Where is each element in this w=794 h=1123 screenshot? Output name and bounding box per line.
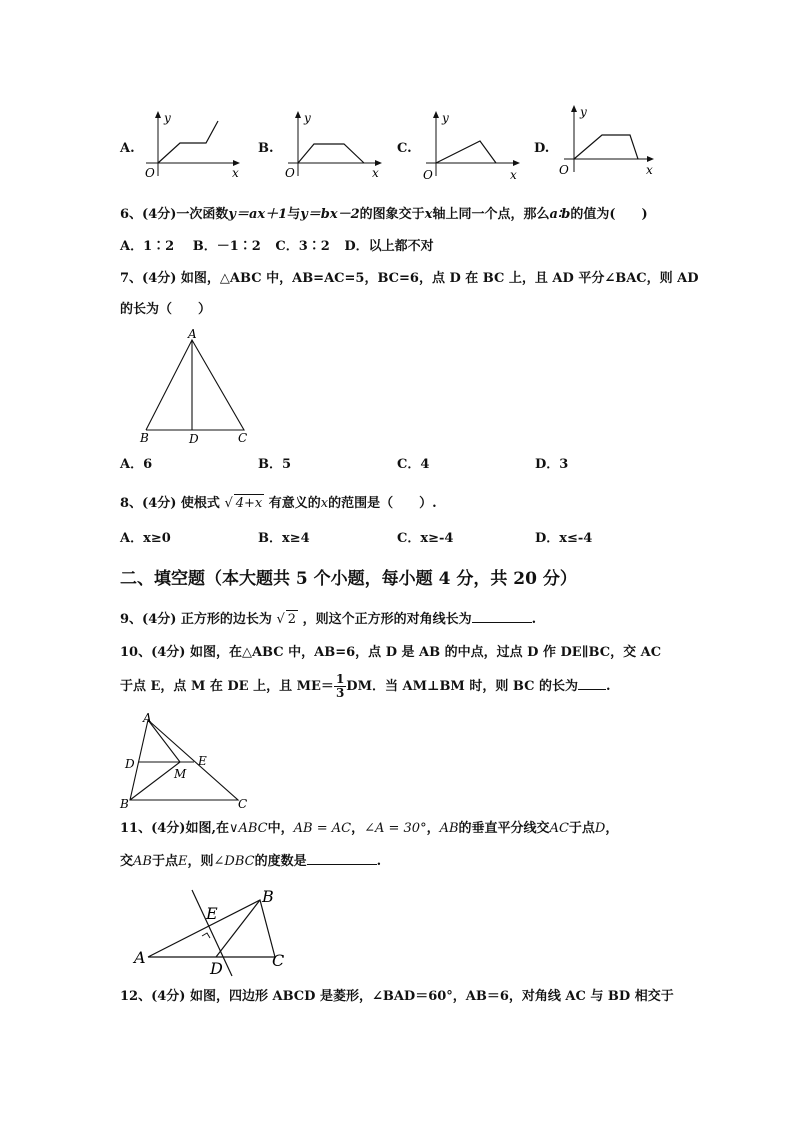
- q5-c-origin-label: O: [423, 168, 433, 180]
- q11-label-a: A: [134, 948, 146, 967]
- q5-graph-d: [558, 102, 668, 178]
- q6-formula-2: y＝bx－2: [300, 207, 360, 222]
- q11-label-d: D: [210, 959, 223, 978]
- q5-option-b-letter: B.: [258, 141, 274, 156]
- q9-radicand: 2: [287, 612, 297, 627]
- q5-option-d-letter: D.: [534, 141, 550, 156]
- q10-label-c: C: [238, 797, 248, 811]
- q7-stem-line1: 7、(4分) 如图，△ABC 中，AB=AC=5，BC=6，点 D 在 BC 上，且 AD 平分∠BAC，则 AD: [120, 271, 699, 286]
- q8-radicand: 4+x: [235, 496, 263, 511]
- q7-option-a: A．6: [120, 457, 153, 472]
- q5-c-x-label: x: [510, 168, 517, 180]
- q11-label-b: B: [262, 887, 274, 906]
- q10-label-a: A: [143, 711, 152, 725]
- q8-option-d: D．x≤-4: [535, 531, 593, 546]
- q5-d-x-label: x: [646, 163, 653, 177]
- q6-option-b: B．－1∶2: [192, 239, 261, 254]
- q5-graph-b: [282, 108, 392, 180]
- q5-d-origin-label: O: [559, 163, 569, 177]
- q11-label-c: C: [272, 951, 285, 970]
- q10-stem-line2: 于点 E，点 M 在 DE 上，且 ME＝ $\frac{1}{3}$ DM．当 AM⊥BM 时，则 BC 的长为 .: [120, 672, 611, 700]
- q10-label-m: M: [174, 767, 187, 781]
- q6-option-a: A．1∶2: [120, 239, 175, 254]
- q5-b-y-label: y: [304, 111, 311, 125]
- q8-option-b: B．x≥4: [258, 531, 310, 546]
- q10-label-e: E: [198, 754, 207, 768]
- q8-option-a: A．x≥0: [120, 531, 171, 546]
- q7-option-b: B．5: [258, 457, 292, 472]
- q11-stem-line1: 11、(4分)如图,在∨ABC中，AB = AC，∠A = 30°，AB的垂直平分线交AC于点D，: [120, 821, 619, 836]
- q6-option-d: D．以上都不对: [344, 239, 434, 254]
- q6-formula-1: y＝ax＋1: [228, 207, 288, 222]
- q7-figure: [134, 328, 258, 448]
- q6-options: [120, 238, 434, 256]
- q8-option-c: C．x≥-4: [397, 531, 454, 546]
- q5-c-y-label: y: [442, 111, 449, 125]
- q5-option-c-letter: C.: [397, 141, 412, 156]
- q11-label-e: E: [206, 904, 218, 923]
- q5-a-origin-label: O: [145, 166, 155, 180]
- q10-answer-blank[interactable]: [578, 676, 606, 690]
- q10-label-b: B: [120, 797, 129, 811]
- q12-stem-line1: 12、(4分) 如图，四边形 ABCD 是菱形，∠BAD＝60°，AB＝6，对角线 AC 与 BD 相交于: [120, 989, 674, 1004]
- q5-b-origin-label: O: [285, 166, 295, 180]
- q5-graph-a: [140, 108, 250, 180]
- q6-option-c: C．3∶2: [275, 239, 330, 254]
- q7-label-a: A: [188, 328, 197, 341]
- q10-fraction: $\frac{1}{3}$: [335, 672, 345, 700]
- q7-stem-line2: 的长为（ ）: [120, 302, 212, 317]
- q5-a-x-label: x: [232, 166, 239, 180]
- q7-label-c: C: [238, 431, 248, 445]
- q9-answer-blank[interactable]: [472, 609, 532, 623]
- q7-option-c: C．4: [397, 457, 430, 472]
- q7-label-b: B: [140, 431, 149, 445]
- q9-stem: 9、(4分) 正方形的边长为 √ 2 ，则这个正方形的对角线长为 .: [120, 609, 536, 629]
- q10-figure: [118, 710, 258, 812]
- q5-option-a-letter: A.: [120, 141, 135, 156]
- q7-option-d: D．3: [535, 457, 569, 472]
- q11-stem-line2: 交AB于点E，则∠DBC的度数是 .: [120, 851, 381, 871]
- q5-b-x-label: x: [372, 166, 379, 180]
- q6-stem: 6、(4分)一次函数y＝ax＋1与y＝bx－2的图象交于x轴上同一个点，那么a∶b的值为( ): [120, 207, 648, 222]
- section-2-title: 二、填空题（本大题共 5 个小题，每小题 4 分，共 20 分）: [120, 569, 577, 589]
- q8-stem: 8、(4分) 使根式 √ 4+x 有意义的x的范围是（ ）.: [120, 496, 437, 511]
- q5-graph-c: [420, 108, 530, 180]
- q7-label-d: D: [189, 432, 199, 446]
- q5-a-y-label: y: [164, 111, 171, 125]
- q11-figure: [130, 882, 300, 982]
- q10-stem-line1: 10、(4分) 如图，在△ABC 中，AB=6，点 D 是 AB 的中点，过点 D 作 DE∥BC，交 AC: [120, 645, 662, 660]
- q5-d-y-label: y: [580, 105, 587, 119]
- q10-label-d: D: [125, 757, 135, 771]
- q11-answer-blank[interactable]: [307, 851, 377, 865]
